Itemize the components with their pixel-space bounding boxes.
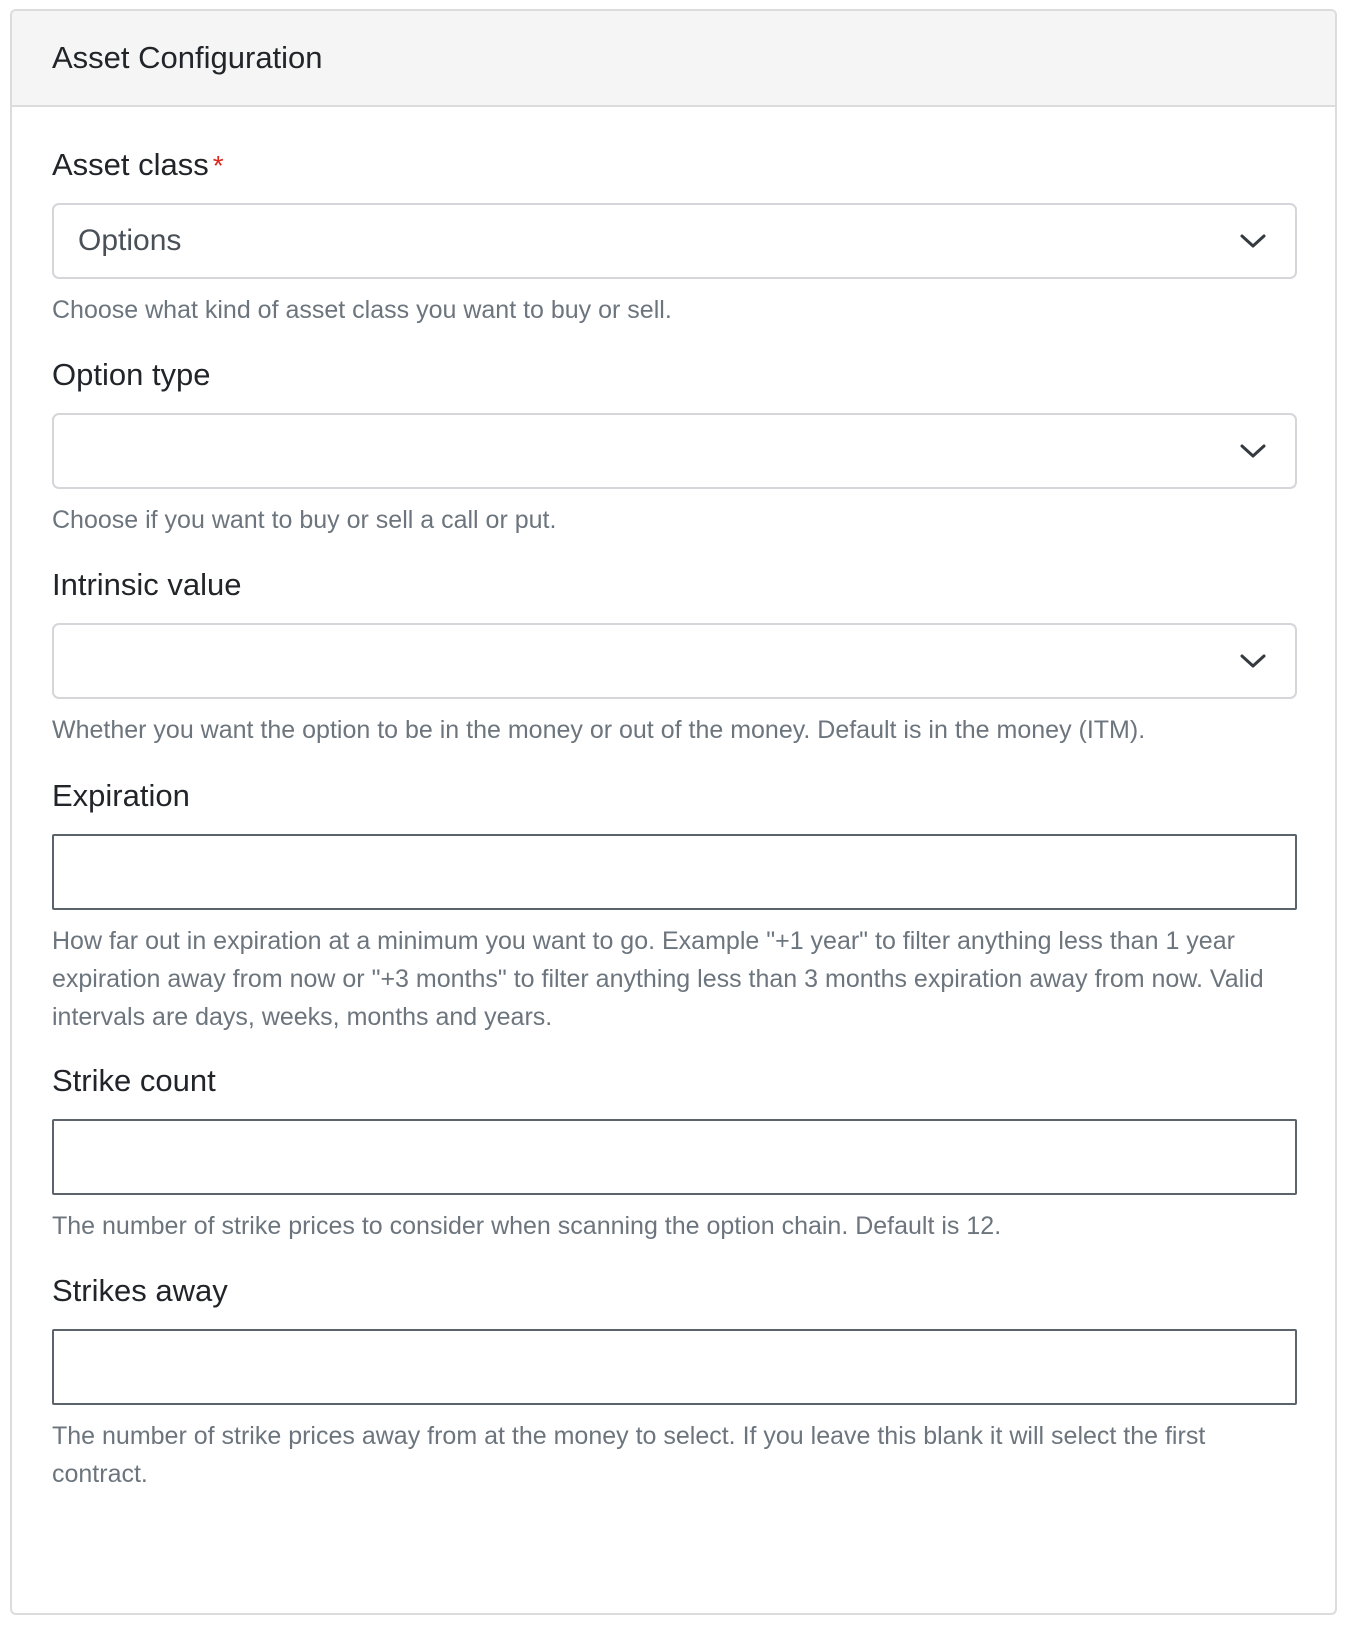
asset-class-help: Choose what kind of asset class you want to buy or sell. <box>52 296 672 324</box>
option-type-field <box>52 355 1297 539</box>
chevron-down-icon <box>1239 443 1267 459</box>
expiration-help: How far out in expiration at a minimum you want to go. Example "+1 year" to filter anything less than 1 year expiration away from now or "+3 months" to filter anything less than 3 months expiration away from now. Valid intervals are days, weeks, months and years. <box>52 927 1264 1031</box>
chevron-down-icon <box>1239 653 1267 669</box>
asset-class-select[interactable] <box>52 203 1297 279</box>
strike-count-label: Strike count <box>52 1063 216 1098</box>
intrinsic-value-field <box>52 565 1297 749</box>
strike-count-field <box>52 1061 1297 1245</box>
expiration-input[interactable] <box>52 834 1297 910</box>
intrinsic-value-select[interactable] <box>52 623 1297 699</box>
option-type-label: Option type <box>52 357 211 392</box>
asset-class-label <box>52 145 1297 185</box>
chevron-down-icon <box>1239 233 1267 249</box>
asset-class-field <box>52 145 1297 329</box>
strikes-away-help: The number of strike prices away from at the money to select. If you leave this blank it will select the first contract. <box>52 1422 1206 1488</box>
expiration-label: Expiration <box>52 778 190 813</box>
strikes-away-field <box>52 1271 1297 1493</box>
strike-count-input[interactable] <box>52 1119 1297 1195</box>
asset-class-label-text: Asset class <box>52 147 209 182</box>
asset-class-selected-value: Options <box>78 224 182 257</box>
intrinsic-value-label: Intrinsic value <box>52 567 242 602</box>
option-type-select[interactable] <box>52 413 1297 489</box>
strikes-away-input[interactable] <box>52 1329 1297 1405</box>
card-title: Asset Configuration <box>52 40 323 75</box>
expiration-field <box>52 776 1297 1036</box>
card-header <box>12 11 1335 107</box>
asset-configuration-card <box>10 9 1337 1615</box>
strikes-away-label: Strikes away <box>52 1273 228 1308</box>
option-type-help: Choose if you want to buy or sell a call or put. <box>52 506 557 534</box>
required-asterisk: * <box>212 150 224 181</box>
intrinsic-value-help: Whether you want the option to be in the money or out of the money. Default is in the money (ITM). <box>52 716 1146 744</box>
strike-count-help: The number of strike prices to consider when scanning the option chain. Default is 12. <box>52 1212 1002 1240</box>
